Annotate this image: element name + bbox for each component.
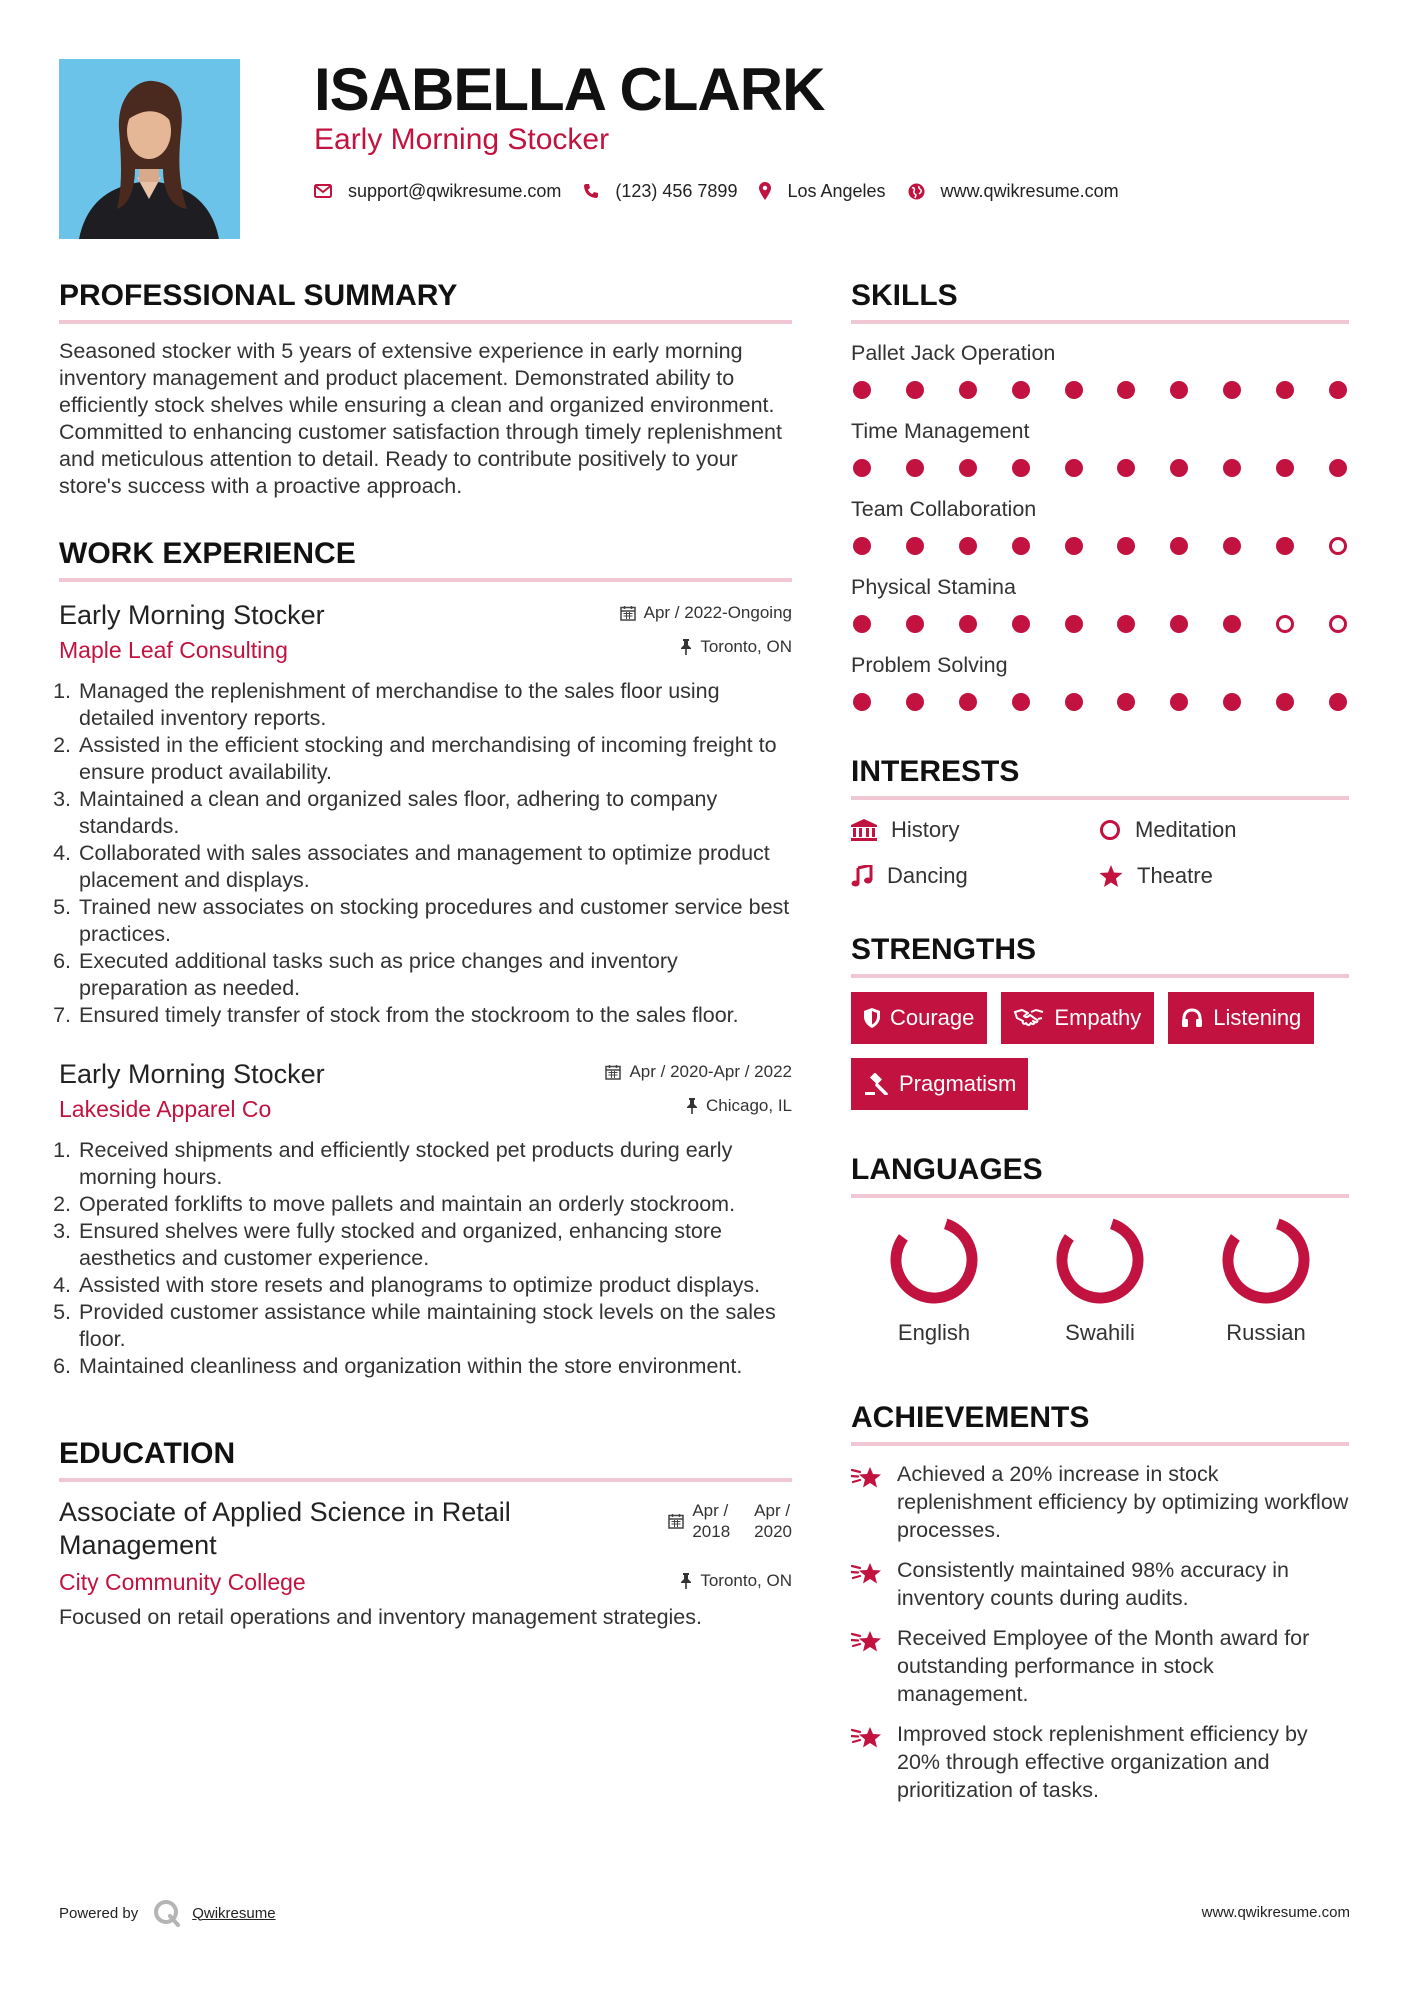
achievement-text: Received Employee of the Month award for outstanding performance in stock management. — [897, 1626, 1310, 1706]
rating-dot-filled — [1170, 537, 1188, 555]
contact-bar — [314, 176, 1141, 206]
interests-section — [851, 746, 1349, 892]
calendar-icon — [620, 605, 636, 621]
brand-link[interactable]: Qwikresume — [192, 1904, 276, 1922]
rating-dot-filled — [1065, 381, 1083, 399]
contact-phone[interactable] — [583, 181, 737, 202]
phone-text: (123) 456 7899 — [615, 180, 738, 201]
calendar-icon — [668, 1513, 684, 1529]
skill-name: Problem Solving — [851, 653, 1008, 677]
strength-label: Courage — [890, 1005, 975, 1030]
section-title-education: EDUCATION — [59, 1428, 792, 1482]
experience-section — [59, 528, 792, 1380]
skill-rating — [851, 680, 1349, 724]
language-item — [851, 1212, 1017, 1348]
map-pin-icon — [759, 182, 771, 200]
strength-chip — [1168, 992, 1314, 1044]
list-item: 2. Assisted in the efficient stocking and merchandising of incoming freight to ensure product availability. — [77, 732, 792, 786]
language-level-ring — [1052, 1212, 1148, 1308]
right-column — [851, 270, 1349, 1816]
education-description: Focused on retail operations and inventory management strategies. — [59, 1605, 702, 1629]
language-level-ring — [886, 1212, 982, 1308]
section-title-skills: SKILLS — [851, 270, 1349, 324]
job-title: Early Morning Stocker — [59, 600, 325, 630]
qwikresume-logo-icon — [152, 1898, 182, 1928]
rating-dot-filled — [1012, 693, 1030, 711]
rating-dot-filled — [1329, 459, 1347, 477]
rating-dot-filled — [1170, 693, 1188, 711]
job-dates-text: Apr / 2020-Apr / 2022 — [629, 1062, 792, 1081]
language-level-arc — [886, 1212, 982, 1308]
contact-location — [759, 181, 885, 202]
rating-dot-filled — [1276, 381, 1294, 399]
job-meta — [620, 596, 792, 664]
job-dates — [620, 596, 792, 630]
rating-dot-filled — [959, 537, 977, 555]
rating-dot-filled — [1276, 459, 1294, 477]
list-item: 5. Provided customer assistance while maintaining stock levels on the sales floor. — [77, 1299, 792, 1353]
candidate-role: Early Morning Stocker — [314, 123, 610, 156]
list-item: 2. Operated forklifts to move pallets and maintain an orderly stockroom. — [77, 1191, 792, 1218]
headphones-icon — [1181, 1008, 1203, 1028]
shooting-star-icon — [851, 1464, 883, 1490]
calendar-icon — [605, 1064, 621, 1080]
rating-dot-filled — [853, 537, 871, 555]
job-location — [605, 1089, 792, 1123]
achievement-item — [851, 1624, 1349, 1708]
rating-dot-filled — [959, 459, 977, 477]
job-location-text: Chicago, IL — [706, 1096, 792, 1115]
music-note-icon — [851, 865, 873, 887]
list-item: 5. Trained new associates on stocking procedures and customer service best practices. — [77, 894, 792, 948]
degree-title: Associate of Applied Science in Retail Management — [59, 1497, 511, 1560]
language-level-ring — [1218, 1212, 1314, 1308]
globe-icon — [908, 183, 925, 200]
edu-start-month: Apr / — [692, 1501, 729, 1520]
rating-dot-filled — [1276, 693, 1294, 711]
skill-rating — [851, 524, 1349, 568]
phone-icon — [583, 183, 599, 199]
pushpin-icon — [680, 639, 692, 655]
skill-name: Time Management — [851, 419, 1030, 443]
strength-label: Listening — [1213, 1005, 1302, 1030]
section-title-summary: PROFESSIONAL SUMMARY — [59, 270, 792, 324]
education-header — [59, 1496, 792, 1598]
section-title-interests: INTERESTS — [851, 746, 1349, 800]
rating-dot-filled — [959, 615, 977, 633]
languages-section — [851, 1144, 1349, 1348]
language-level-arc — [1218, 1212, 1314, 1308]
interest-label: Theatre — [1137, 863, 1213, 888]
achievements-list — [851, 1460, 1349, 1804]
rating-dot-filled — [1329, 381, 1347, 399]
language-item — [1017, 1212, 1183, 1348]
section-title-experience: WORK EXPERIENCE — [59, 528, 792, 582]
language-level-arc — [1052, 1212, 1148, 1308]
strengths-section — [851, 924, 1349, 1110]
list-item: 6. Executed additional tasks such as price changes and inventory preparation as needed. — [77, 948, 792, 1002]
rating-dot-filled — [1276, 537, 1294, 555]
rating-dot-filled — [1065, 693, 1083, 711]
skill-rating — [851, 446, 1349, 490]
job-entry — [59, 1055, 792, 1380]
rating-dot-filled — [1170, 459, 1188, 477]
education-location-text: Toronto, ON — [700, 1571, 792, 1590]
rating-dot-filled — [1065, 537, 1083, 555]
footer-website[interactable]: www.qwikresume.com — [1201, 1904, 1350, 1921]
star-icon — [1099, 865, 1123, 887]
achievement-text: Achieved a 20% increase in stock replenishment efficiency by optimizing workflow processes. — [897, 1462, 1349, 1542]
rating-dot-filled — [853, 615, 871, 633]
rating-dot-filled — [959, 381, 977, 399]
pushpin-icon — [686, 1098, 698, 1114]
handshake-icon — [1014, 1008, 1044, 1028]
rating-dot-filled — [853, 693, 871, 711]
job-dates-text: Apr / 2022-Ongoing — [643, 603, 792, 622]
interest-item — [1099, 860, 1349, 892]
rating-dot-filled — [853, 459, 871, 477]
job-header — [59, 1055, 792, 1125]
interest-item — [1099, 814, 1349, 846]
education-section — [59, 1428, 792, 1631]
website-text: www.qwikresume.com — [940, 180, 1119, 201]
gavel-icon — [865, 1073, 889, 1095]
school-name: City Community College — [59, 1569, 306, 1595]
section-title-achievements: ACHIEVEMENTS — [851, 1392, 1349, 1446]
rating-dot-filled — [1012, 537, 1030, 555]
rating-dot-filled — [906, 381, 924, 399]
achievement-text: Consistently maintained 98% accuracy in inventory counts during audits. — [897, 1558, 1289, 1610]
rating-dot-filled — [1065, 615, 1083, 633]
language-item — [1183, 1212, 1349, 1348]
rating-dot-empty — [1329, 615, 1347, 633]
shooting-star-icon — [851, 1628, 883, 1654]
rating-dot-filled — [1223, 615, 1241, 633]
language-name: English — [897, 1320, 971, 1345]
rating-dot-filled — [853, 381, 871, 399]
job-bullets — [59, 1137, 792, 1380]
envelope-icon — [314, 184, 332, 198]
job-company: Maple Leaf Consulting — [59, 637, 288, 663]
list-item: 1. Managed the replenishment of merchandise to the sales floor using detailed inventory reports. — [77, 678, 792, 732]
person-portrait-icon — [59, 59, 240, 239]
skill-row — [851, 572, 1349, 646]
shooting-star-icon — [851, 1560, 883, 1586]
achievement-item — [851, 1720, 1349, 1804]
edu-start-year: 2018 — [692, 1522, 731, 1541]
rating-dot-filled — [1012, 459, 1030, 477]
rating-dot-filled — [1329, 693, 1347, 711]
interests-list — [851, 814, 1349, 892]
job-bullets — [59, 678, 792, 1029]
edu-end-year: 2020 — [754, 1522, 792, 1541]
job-meta — [605, 1055, 792, 1123]
bank-icon — [851, 819, 877, 841]
summary-text: Seasoned stocker with 5 years of extensive experience in early morning inventory management and product placement. Demonstrated ability to efficiently stock shelves while ensuring a clean and organized environment. Committed to enhancing customer satisfaction through timely replenishment and meticulous attention to detail. Ready to contribute positively to your store's success with a proactive approach. — [59, 339, 782, 498]
powered-by-text: Powered by — [59, 1904, 139, 1922]
rating-dot-filled — [1117, 537, 1135, 555]
strength-label: Pragmatism — [899, 1071, 1017, 1096]
rating-dot-filled — [1170, 615, 1188, 633]
rating-dot-filled — [1223, 693, 1241, 711]
language-name: Russian — [1226, 1320, 1306, 1345]
job-title: Early Morning Stocker — [59, 1059, 325, 1089]
strength-label: Empathy — [1054, 1005, 1142, 1030]
edu-end-month: Apr / — [754, 1501, 791, 1520]
strengths-list — [851, 992, 1349, 1110]
job-location-text: Toronto, ON — [700, 637, 792, 656]
skill-row — [851, 338, 1349, 412]
candidate-name: ISABELLA CLARK — [314, 56, 825, 123]
rating-dot-filled — [1117, 459, 1135, 477]
contact-email[interactable] — [314, 181, 561, 202]
circle-icon — [1099, 819, 1121, 841]
pushpin-icon — [680, 1573, 692, 1589]
skills-list — [851, 338, 1349, 724]
skill-row — [851, 650, 1349, 724]
rating-dot-filled — [1223, 537, 1241, 555]
contact-website[interactable] — [908, 181, 1119, 202]
location-text: Los Angeles — [787, 180, 886, 201]
rating-dot-filled — [906, 537, 924, 555]
skill-rating — [851, 602, 1349, 646]
rating-dot-filled — [1117, 615, 1135, 633]
interest-label: Dancing — [887, 863, 968, 888]
interest-item — [851, 814, 1099, 846]
rating-dot-filled — [1012, 381, 1030, 399]
achievement-text: Improved stock replenishment efficiency by 20% through effective organization and prioritization of tasks. — [897, 1722, 1308, 1802]
summary-section — [59, 270, 792, 500]
shooting-star-icon — [851, 1724, 883, 1750]
job-dates — [605, 1055, 792, 1089]
job-company: Lakeside Apparel Co — [59, 1096, 272, 1122]
rating-dot-filled — [1117, 381, 1135, 399]
rating-dot-filled — [1065, 459, 1083, 477]
list-item: 1. Received shipments and efficiently stocked pet products during early morning hours. — [77, 1137, 792, 1191]
language-name: Swahili — [1065, 1320, 1135, 1345]
rating-dot-filled — [1223, 381, 1241, 399]
list-item: 6. Maintained cleanliness and organization within the store environment. — [77, 1353, 792, 1380]
job-location — [620, 630, 792, 664]
rating-dot-filled — [906, 693, 924, 711]
rating-dot-filled — [1170, 381, 1188, 399]
strength-chip — [851, 1058, 1028, 1110]
skills-section — [851, 270, 1349, 724]
rating-dot-empty — [1276, 615, 1294, 633]
list-item: 7. Ensured timely transfer of stock from the stockroom to the sales floor. — [77, 1002, 792, 1029]
strength-chip — [851, 992, 987, 1044]
job-header — [59, 596, 792, 666]
interest-item — [851, 860, 1099, 892]
languages-list — [851, 1212, 1349, 1348]
education-location — [668, 1564, 792, 1598]
list-item: 3. Maintained a clean and organized sales floor, adhering to company standards. — [77, 786, 792, 840]
rating-dot-empty — [1329, 537, 1347, 555]
list-item: 4. Collaborated with sales associates and management to optimize product placement and displays. — [77, 840, 792, 894]
rating-dot-filled — [906, 459, 924, 477]
education-dates — [668, 1500, 792, 1542]
achievements-section — [851, 1392, 1349, 1804]
skill-rating — [851, 368, 1349, 412]
profile-photo — [59, 59, 240, 239]
left-column — [59, 270, 792, 1631]
section-title-strengths: STRENGTHS — [851, 924, 1349, 978]
education-meta — [668, 1496, 792, 1598]
rating-dot-filled — [1223, 459, 1241, 477]
skill-row — [851, 416, 1349, 490]
rating-dot-filled — [1012, 615, 1030, 633]
powered-by — [59, 1898, 276, 1928]
list-item: 3. Ensured shelves were fully stocked and organized, enhancing store aesthetics and customer experience. — [77, 1218, 792, 1272]
achievement-item — [851, 1460, 1349, 1544]
job-entry — [59, 596, 792, 1029]
skill-row — [851, 494, 1349, 568]
strength-chip — [1001, 992, 1154, 1044]
shield-icon — [864, 1008, 880, 1028]
interest-label: Meditation — [1135, 817, 1237, 842]
achievement-item — [851, 1556, 1349, 1612]
rating-dot-filled — [959, 693, 977, 711]
list-item: 4. Assisted with store resets and planograms to optimize product displays. — [77, 1272, 792, 1299]
email-text: support@qwikresume.com — [348, 180, 562, 201]
rating-dot-filled — [1117, 693, 1135, 711]
skill-name: Physical Stamina — [851, 575, 1016, 599]
skill-name: Team Collaboration — [851, 497, 1037, 521]
interest-label: History — [891, 817, 960, 842]
skill-name: Pallet Jack Operation — [851, 341, 1056, 365]
rating-dot-filled — [906, 615, 924, 633]
section-title-languages: LANGUAGES — [851, 1144, 1349, 1198]
